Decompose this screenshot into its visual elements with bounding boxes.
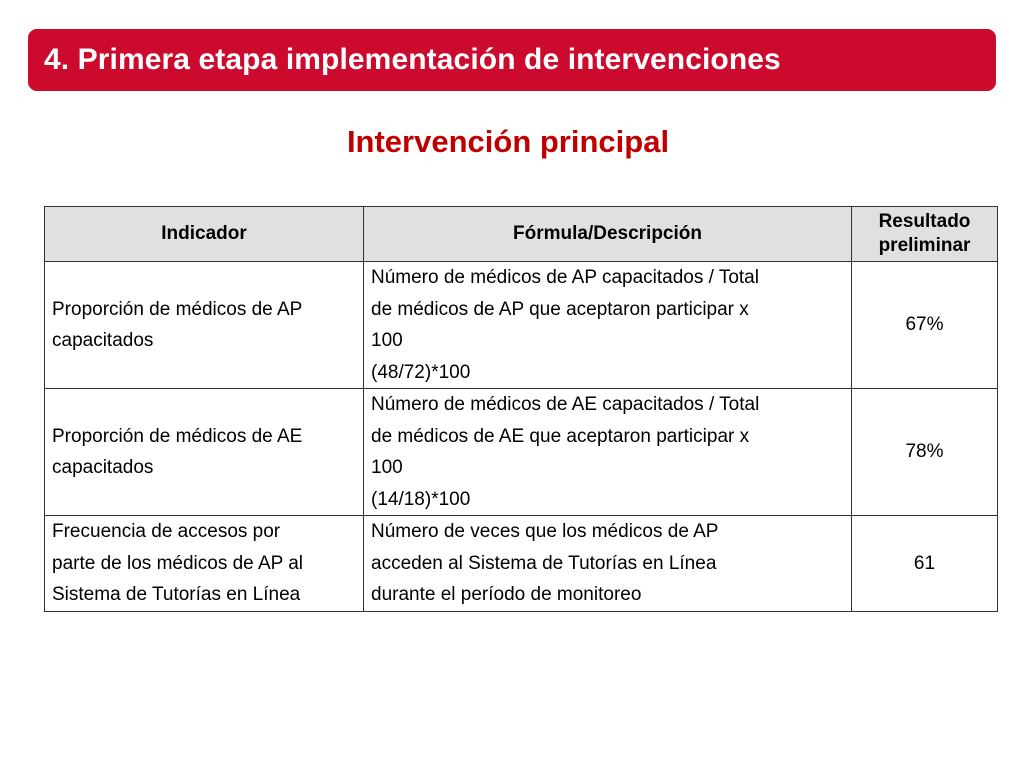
header-indicator: Indicador [45, 207, 364, 262]
cell-formula [364, 516, 852, 612]
table-row [45, 262, 998, 389]
header-formula: Fórmula/Descripción [364, 207, 852, 262]
cell-line: acceden al Sistema de Tutorías en Línea [371, 552, 717, 574]
table-row [45, 516, 998, 612]
indicators-table [44, 206, 998, 612]
cell-line: capacitados [52, 330, 154, 351]
cell-result: 61 [852, 516, 998, 612]
cell-line: durante el período de monitoreo [371, 584, 642, 605]
header-result [852, 207, 998, 262]
cell-line: Número de médicos de AE capacitados / Total [371, 394, 760, 415]
title-banner [28, 29, 996, 91]
cell-line: Número de médicos de AP capacitados / Total [371, 267, 759, 288]
cell-line: Número de veces que los médicos de AP [371, 521, 719, 542]
cell-line: 100 [371, 330, 403, 351]
cell-indicator [45, 262, 364, 389]
cell-line: 100 [371, 457, 403, 478]
header-result-line: preliminar [878, 235, 971, 256]
cell-indicator [45, 516, 364, 612]
cell-result: 67% [852, 262, 998, 389]
cell-line: (48/72)*100 [371, 361, 471, 383]
table-row [45, 389, 998, 516]
cell-line: parte de los médicos de AP al [52, 552, 304, 574]
header-result-line: Resultado [878, 211, 971, 232]
cell-line: Proporción de médicos de AP [52, 298, 303, 320]
cell-line: (14/18)*100 [371, 488, 471, 510]
slide-subtitle: Intervención principal [346, 124, 670, 159]
cell-line: Proporción de médicos de AE [52, 425, 303, 447]
cell-formula [364, 262, 852, 389]
cell-result: 78% [852, 389, 998, 516]
cell-line: de médicos de AE que aceptaron participar x [371, 425, 750, 447]
slide-title: 4. Primera etapa implementación de intervenciones [44, 43, 781, 76]
cell-line: Frecuencia de accesos por [52, 521, 281, 542]
cell-line: capacitados [52, 457, 154, 478]
cell-indicator [45, 389, 364, 516]
cell-formula [364, 389, 852, 516]
cell-line: de médicos de AP que aceptaron participar x [371, 298, 749, 320]
table-header-row [45, 207, 998, 262]
cell-line: Sistema de Tutorías en Línea [52, 584, 301, 605]
